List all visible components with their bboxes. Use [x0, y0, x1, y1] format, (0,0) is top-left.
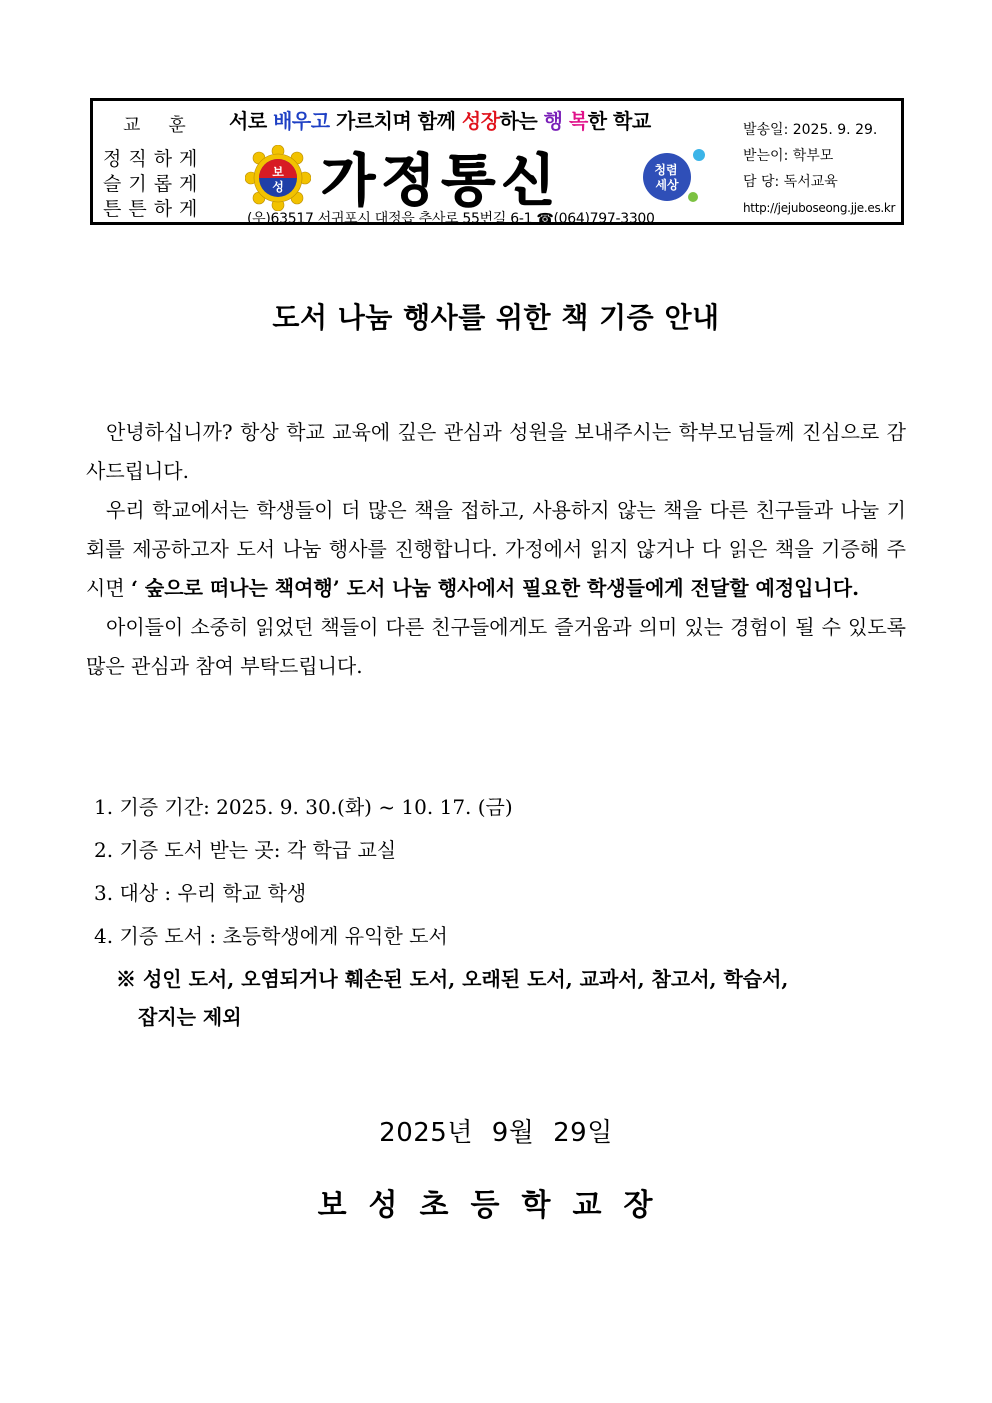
paragraph: 안녕하십니까? 항상 학교 교육에 깊은 관심과 성원을 보내주시는 학부모님들께 진심으로 감사드립니다. — [86, 420, 906, 483]
slogan-part: 가르치며 함께 — [329, 109, 462, 133]
badge-text: 청렴 — [654, 163, 678, 177]
exclusion-note — [116, 960, 788, 1036]
motto-line: 슬기롭게 — [103, 173, 205, 195]
send-info — [743, 117, 895, 221]
list-item: 3. 대상 : 우리 학교 학생 — [94, 881, 307, 905]
letter-body — [86, 413, 906, 686]
school-url[interactable]: http://jejuboseong.jje.es.kr — [743, 201, 896, 215]
motto-lines — [103, 147, 204, 222]
donation-details — [94, 786, 513, 958]
paragraph — [86, 491, 906, 608]
list-item: 2. 기증 도서 받는 곳: 각 학급 교실 — [94, 838, 397, 862]
slogan-part: 복 — [568, 109, 588, 133]
paragraph-emphasis: ‘ 숲으로 떠나는 책여행’ 도서 나눔 행사에서 필요한 학생들에게 전달할 예정입니다. — [131, 576, 860, 600]
manager: 담 당: 독서교육 — [743, 174, 838, 190]
emblem-text: 성 — [272, 180, 284, 194]
slogan-part: 한 학교 — [587, 109, 651, 133]
list-item: 4. 기증 도서 : 초등학생에게 유익한 도서 — [94, 924, 448, 948]
slogan-part: 성장 — [461, 109, 500, 133]
school-address: (우)63517 서귀포시 대정읍 추사로 55번길 6-1 ☎(064)797-3300 — [247, 211, 655, 227]
newsletter-header — [90, 98, 904, 225]
recipient: 받는이: 학부모 — [743, 148, 834, 164]
motto-line: 튼튼하게 — [103, 198, 205, 220]
issue-date: 2025년 9월 29일 — [379, 1118, 613, 1148]
school-emblem-icon — [245, 145, 311, 211]
school-slogan — [229, 105, 651, 134]
emblem-text: 보 — [272, 165, 284, 179]
send-date: 발송일: 2025. 9. 29. — [743, 122, 878, 138]
motto-line: 정직하게 — [103, 148, 205, 170]
note-line: ※ 성인 도서, 오염되거나 훼손된 도서, 오래된 도서, 교과서, 참고서, 학습서, — [116, 967, 789, 991]
paragraph: 아이들이 소중히 읽었던 책들이 다른 친구들에게도 즐거움과 의미 있는 경험이 될 수 있도록 많은 관심과 참여 부탁드립니다. — [86, 615, 906, 678]
motto-title: 교훈 — [123, 115, 214, 136]
paragraph-text: 우리 학교에서는 학생들이 더 많은 책을 접하고, 사용하지 않는 책을 다른 친구들과 나눌 기회를 제공하고자 도서 나눔 행사를 진행합니다. 가정에서 읽지 않거나 다 읽은 책을 기증해 주시면 — [86, 498, 906, 600]
slogan-part: 배우고 — [273, 109, 330, 133]
document-title: 도서 나눔 행사를 위한 책 기증 안내 — [272, 301, 720, 334]
newsletter-brand: 가정통신 — [321, 149, 562, 214]
badge-text: 세상 — [655, 178, 679, 192]
note-line: 잡지는 제외 — [138, 1005, 242, 1029]
list-item: 1. 기증 기간: 2025. 9. 30.(화) ~ 10. 17. (금) — [94, 795, 513, 819]
integrity-badge-icon — [637, 145, 707, 209]
slogan-part: 행 — [543, 109, 563, 133]
slogan-part: 서로 — [229, 109, 274, 133]
principal-signature: 보성초등학교장 — [317, 1188, 675, 1223]
slogan-part: 하는 — [499, 109, 544, 133]
